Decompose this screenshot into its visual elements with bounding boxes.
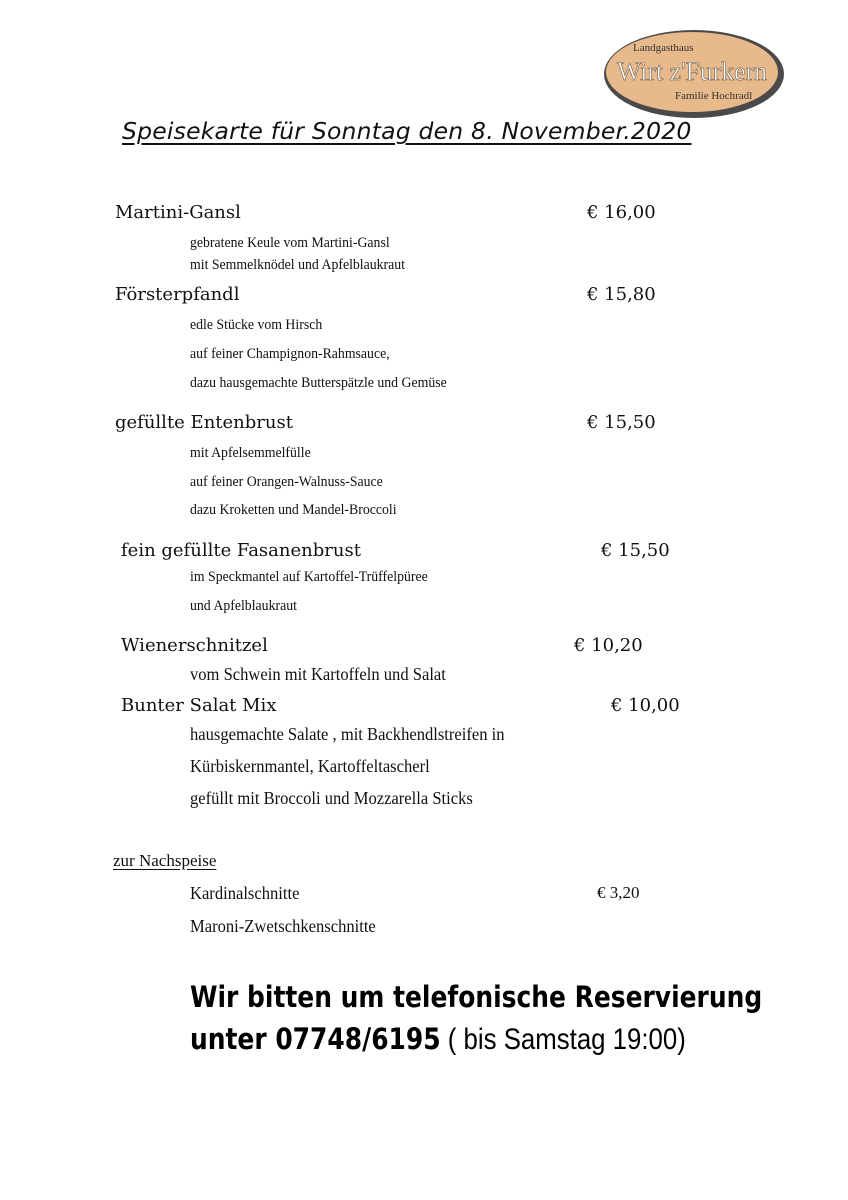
dish-description: im Speckmantel auf Kartoffel-Trüffelpüree [190, 569, 428, 585]
reservation-line-1: Wir bitten um telefonische Reservierung [190, 980, 763, 1014]
logo-name: Wirt z'Furkern [617, 57, 767, 86]
dish-price: € 16,00 [587, 202, 656, 223]
dish-description: auf feiner Champignon-Rahmsauce, [190, 346, 390, 362]
dish-description: mit Semmelknödel und Apfelblaukraut [190, 257, 406, 273]
dessert-heading: zur Nachspeise [113, 851, 217, 870]
dish-price: € 15,50 [601, 540, 670, 561]
dish-price: € 15,80 [587, 284, 656, 305]
reservation-line-2 [190, 1022, 686, 1057]
dish-description: Kürbiskernmantel, Kartoffeltascherl [190, 756, 430, 776]
dish-price: € 10,20 [574, 635, 643, 656]
dish-description: dazu hausgemachte Butterspätzle und Gemüse [190, 375, 447, 391]
reservation-deadline: ( bis Samstag 19:00) [440, 1023, 686, 1056]
logo-line3: Familie Hochradl [675, 90, 753, 102]
reservation-phone: unter 07748/6195 [190, 1022, 441, 1056]
page-title: Speisekarte für Sonntag den 8. November.2020 [122, 117, 692, 145]
dish-name: gefüllte Entenbrust [115, 412, 293, 433]
logo-line1: Landgasthaus [633, 42, 694, 54]
dish-description: gefüllt mit Broccoli und Mozzarella Sticks [190, 788, 473, 808]
logo [603, 29, 785, 119]
dish-description: gebratene Keule vom Martini-Gansl [190, 235, 390, 251]
dish-description: mit Apfelsemmelfülle [190, 445, 311, 461]
dish-description: edle Stücke vom Hirsch [190, 317, 323, 333]
dessert-price: € 3,20 [597, 883, 640, 902]
dish-name: Martini-Gansl [115, 202, 241, 223]
dish-name: Bunter Salat Mix [121, 695, 277, 716]
dish-description: dazu Kroketten und Mandel-Broccoli [190, 502, 397, 518]
dish-price: € 15,50 [587, 412, 656, 433]
dish-name: fein gefüllte Fasanenbrust [121, 540, 361, 561]
dish-description: auf feiner Orangen-Walnuss-Sauce [190, 474, 383, 490]
dish-name: Wienerschnitzel [121, 635, 268, 656]
dish-name: Försterpfandl [115, 284, 240, 305]
dish-description: und Apfelblaukraut [190, 598, 297, 614]
dish-description: hausgemachte Salate , mit Backhendlstreifen in [190, 724, 505, 744]
dessert-item: Maroni-Zwetschkenschnitte [190, 916, 376, 936]
dish-description: vom Schwein mit Kartoffeln und Salat [190, 664, 446, 684]
dish-price: € 10,00 [611, 695, 680, 716]
dessert-item: Kardinalschnitte [190, 883, 300, 903]
